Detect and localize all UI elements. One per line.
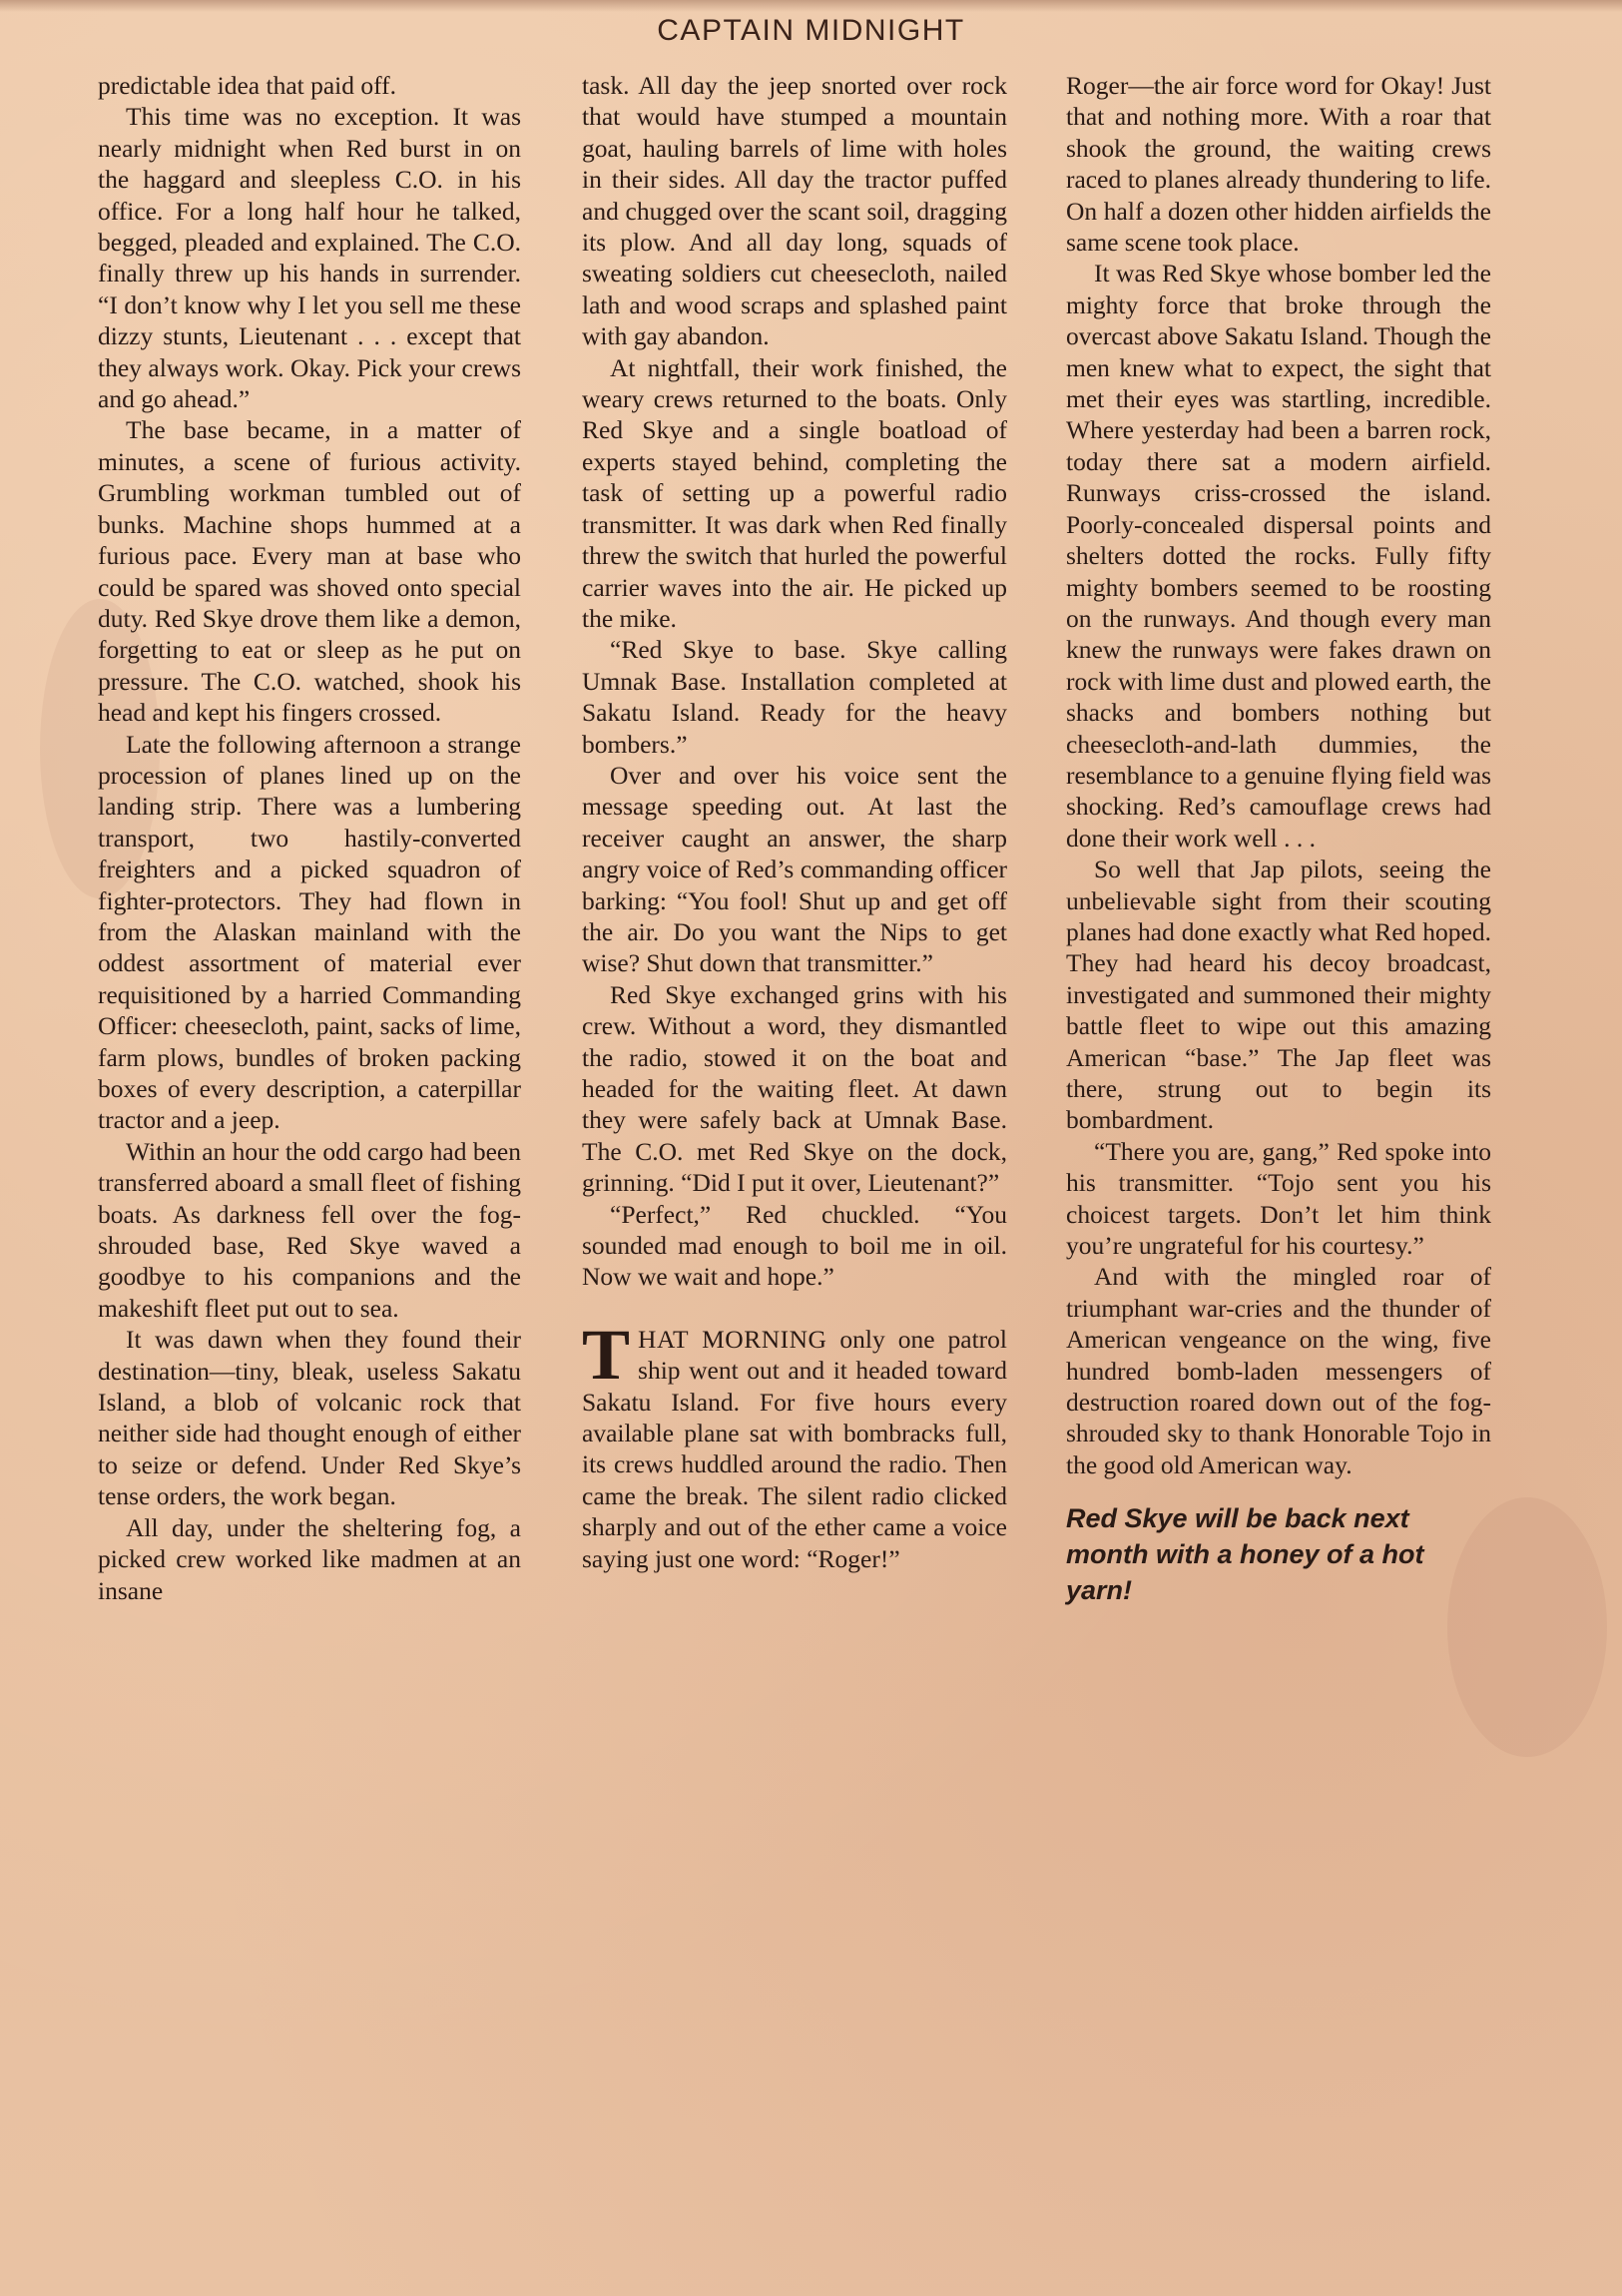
paragraph: “Perfect,” Red chuckled. “You sounded mad enough to boil me in oil. Now we wait and hope.” xyxy=(582,1199,1007,1292)
dropcap-lead: HAT MORNING xyxy=(638,1324,827,1354)
text-column-2 xyxy=(582,70,1007,1574)
dropcap-paragraph xyxy=(582,1314,1007,1574)
paragraph: At nightfall, their work finished, the weary crews returned to the boats. Only Red Skye and a single boatload of experts stayed behind, completing the task of setting up a powerful radio transmitter. It was dark when Red finally threw the switch that hurled the powerful carrier waves into the air. He picked up the mike. xyxy=(582,352,1007,633)
text-column-1 xyxy=(98,70,521,1606)
paragraph: “Red Skye to base. Skye calling Umnak Base. Installation completed at Sakatu Island. Ready for the heavy bombers.” xyxy=(582,635,1007,759)
paragraph: Red Skye exchanged grins with his crew. Without a word, they dismantled the radio, stowed it on the boat and headed for the waiting fleet. At dawn they were safely back at Umnak Base. The C.O. met Red Skye on the dock, grinning. “Did I put it over, Lieutenant?” xyxy=(582,979,1007,1198)
paragraph: So well that Jap pilots, seeing the unbelievable sight from their scouting planes had done exactly what Red hoped. They had heard his decoy broadcast, investigated and summoned their mighty battle fleet to wipe out this amazing American “base.” The Jap fleet was there, strung out to begin its bombardment. xyxy=(1066,855,1491,1135)
paragraph: It was Red Skye whose bomber led the mighty force that broke through the overcast above Sakatu Island. Though the men knew what to expect, the sight that met their eyes was startling, incredible. Where yesterday had been a barren rock, today there sat a modern airfield. Runways criss-crossed the island. Poorly-concealed dispersal points and shelters dotted the rocks. Fully fifty mighty bombers seemed to be roosting on the runways. And though every man knew the runways were fakes drawn on rock with lime dust and plowed earth, the shacks and bombers nothing but cheesecloth-and-lath dummies, the resemblance to a genuine flying field was shocking. Red’s camouflage crews had done their work well . . . xyxy=(1066,259,1491,853)
paragraph: All day, under the sheltering fog, a picked crew worked like madmen at an insane xyxy=(98,1512,521,1605)
paragraph: “There you are, gang,” Red spoke into his transmitter. “Tojo sent you his choicest targets. Don’t let him think you’re ungrateful for his courtesy.” xyxy=(1066,1136,1491,1261)
paragraph: And with the mingled roar of triumphant war-cries and the thunder of American vengeance on the wing, five hundred bomb-laden messengers of destruction roared down out of the fog-shrouded sky to thank Honorable Tojo in the good old American way. xyxy=(1066,1262,1491,1479)
story-outro: Red Skye will be back next month with a honey of a hot yarn! xyxy=(1066,1503,1424,1606)
paragraph: This time was no exception. It was nearly midnight when Red burst in on the haggard and sleepless C.O. in his office. For a long half hour he talked, begged, pleaded and explained. The C.O. finally threw up his hands in surrender. “I don’t know why I let you sell me these dizzy stunts, Lieutenant . . . except that they always work. Okay. Pick your crews and go ahead.” xyxy=(98,102,521,414)
text-column-3 xyxy=(1066,70,1491,1608)
paragraph: It was dawn when they found their destination—tiny, bleak, useless Sakatu Island, a blob of volcanic rock that neither side had thought enough of either to seize or defend. Under Red Skye’s tense orders, the work began. xyxy=(98,1325,521,1511)
paragraph: The base became, in a matter of minutes, a scene of furious activity. Grumbling workman tumbled out of bunks. Machine shops hummed at a furious pace. Every man at base who could be spared was shoved onto special duty. Red Skye drove them like a demon, forgetting to eat or sleep as he put on pressure. The C.O. watched, shook his head and kept his fingers crossed. xyxy=(98,415,521,728)
dropcap-text: only one patrol ship went out and it headed toward Sakatu Island. For five hours every available plane sat with bombracks full, its crews huddled around the radio. Then came the break. The silent radio clicked sharply and out of the ether came a voice saying just one word: “Roger!” xyxy=(582,1324,1007,1573)
paragraph: Over and over his voice sent the message speeding out. At last the receiver caught an answer, the sharp angry voice of Red’s commanding officer barking: “You fool! Shut up and get off the air. Do you want the Nips to get wise? Shut down that transmitter.” xyxy=(582,760,1007,978)
page-header: CAPTAIN MIDNIGHT xyxy=(657,14,965,47)
paragraph: Within an hour the odd cargo had been transferred aboard a small fleet of fishing boats. As darkness fell over the fog-shrouded base, Red Skye waved a goodbye to his companions and the makeshift fleet put out to sea. xyxy=(98,1136,521,1323)
page-top-edge xyxy=(0,0,1622,12)
paragraph: Late the following afternoon a strange procession of planes lined up on the landing strip. There was a lumbering transport, two hastily-converted freighters and a picked squadron of fighter-protectors. They had flown in from the Alaskan mainland with the oddest assortment of material ever requisitioned by a harried Commanding Officer: cheesecloth, paint, sacks of lime, farm plows, bundles of broken packing boxes of every description, a caterpillar tractor and a jeep. xyxy=(98,729,521,1135)
dropcap-letter: T xyxy=(582,1314,631,1395)
paragraph: Roger—the air force word for Okay! Just that and nothing more. With a roar that shook the ground, the waiting crews raced to planes already thundering to life. On half a dozen other hidden airfields the same scene took place. xyxy=(1066,71,1491,258)
paragraph: predictable idea that paid off. xyxy=(98,71,397,100)
paragraph: task. All day the jeep snorted over rock that would have stumped a mountain goat, hauling barrels of lime with holes in their sides. All day the tractor puffed and chugged over the scant soil, dragging its plow. And all day long, squads of sweating soldiers cut cheesecloth, nailed lath and wood scraps and splashed paint with gay abandon. xyxy=(582,71,1007,351)
